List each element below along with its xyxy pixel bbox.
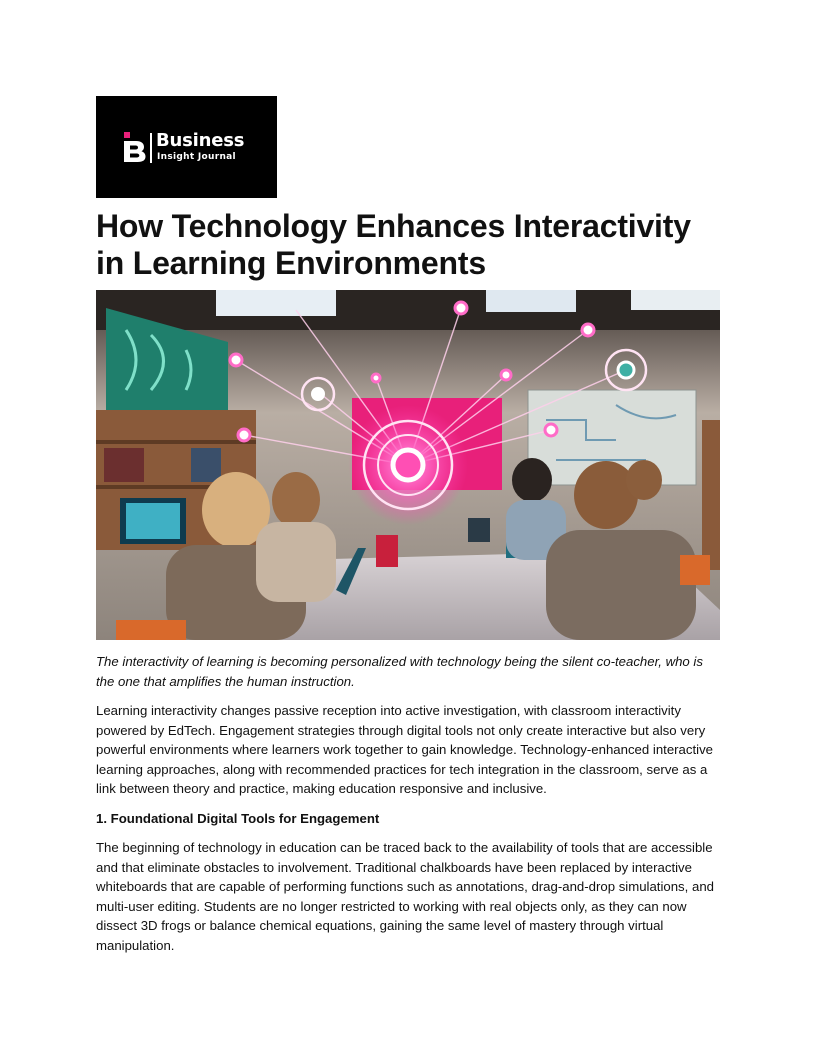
intro-paragraph: Learning interactivity changes passive reception into active investigation, with classroom interactivity powered by EdTech. Engagement strategies through digital tools not only create interactive but also very powerful environments where learners work together to gain knowledge. Technology-enhanced interactive learning approaches, along with recommended practices for tech integration in the classroom, serve as a link between theory and practice, making education responsive and inclusive. bbox=[96, 703, 713, 796]
section-paragraph: The beginning of technology in education can be traced back to the availability of tools that are accessible and that eliminate obstacles to involvement. Traditional chalkboards have been replaced by interactive whiteboards that are capable of performing functions such as annotations, drag-and-drop simulations, and multi-user editing. Students are no longer restricted to working with real objects only, as they can now dissect 3D frogs or balance chemical equations, gaining the same level of mastery through virtual manipulation. bbox=[96, 840, 714, 953]
logo-divider bbox=[150, 133, 152, 163]
brand-logo[interactable] bbox=[96, 96, 277, 198]
logo-b-icon bbox=[124, 132, 146, 162]
hero-image bbox=[96, 290, 720, 640]
logo-tagline: Insight Journal bbox=[157, 152, 236, 162]
logo-name: Business bbox=[156, 130, 245, 151]
article-page bbox=[96, 96, 720, 955]
section-heading: 1. Foundational Digital Tools for Engagement bbox=[96, 810, 380, 826]
article-title: How Technology Enhances Interactivity in Learning Environments bbox=[96, 208, 691, 281]
image-caption: The interactivity of learning is becoming personalized with technology being the silent co-teacher, who is the one that amplifies the human instruction. bbox=[96, 654, 703, 689]
